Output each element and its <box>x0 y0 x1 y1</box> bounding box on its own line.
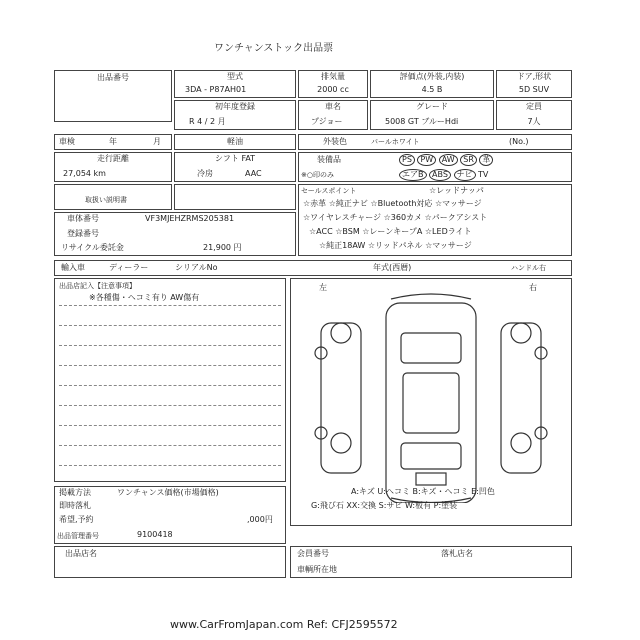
registration-label: 登録番号 <box>67 229 99 238</box>
page-title: ワンチャンストック出品票 <box>214 43 334 54</box>
grade-score-label: 評価点(外装,内装) <box>399 72 465 81</box>
legend-line-1: A:キズ U:ヘコミ B:キズ・ヘコミ E:凹色 <box>351 487 495 496</box>
shift-label: シフト FAT <box>214 154 256 163</box>
right-side-label: 右 <box>529 283 537 292</box>
equip-ps: PS <box>399 154 415 166</box>
kibou-label: 希望,予約 <box>59 515 94 524</box>
notes-block <box>54 278 286 482</box>
grade-box <box>370 100 494 130</box>
mgmt-label: 出品管理番号 <box>57 532 99 540</box>
shaken-label: 車検 <box>59 137 75 146</box>
aircon-value: AAC <box>245 169 262 178</box>
sales-points-box <box>298 184 572 256</box>
exterior-color-label: 外装色 <box>323 137 347 146</box>
lot-number-box <box>54 70 172 122</box>
car-name-box <box>298 100 368 130</box>
chassis-value: VF3MJEHZRMS205381 <box>145 214 235 223</box>
mileage-value: 27,054 km <box>63 169 106 178</box>
import-row <box>54 260 572 276</box>
displacement-box <box>298 70 368 98</box>
exterior-color-value: パールホワイト <box>371 138 420 146</box>
shift-box <box>174 152 296 182</box>
model-label: 型式 <box>227 72 243 81</box>
displacement-value: 2000 cc <box>317 85 349 94</box>
model-value: 3DA - P87AH01 <box>185 85 247 94</box>
shop-label: 出品店名 <box>65 549 97 558</box>
car-diagram-icon <box>291 293 571 503</box>
sales-point-3: ☆ワイヤレスチャージ ☆360カメ ☆パークアシスト <box>303 213 488 222</box>
equip-leather: 革 <box>479 154 493 166</box>
sales-point-1: ☆レッドナッパ <box>429 186 484 195</box>
buyer-label: 落札店名 <box>441 549 473 558</box>
displacement-label: 排気量 <box>321 72 345 81</box>
sales-point-label: セールスポイント <box>301 187 357 195</box>
exterior-color-box <box>298 134 572 150</box>
member-label: 会員番号 <box>297 549 329 558</box>
blank-box <box>174 184 296 210</box>
capacity-value: 7人 <box>527 117 541 126</box>
grade-score-box <box>370 70 494 98</box>
model-box <box>174 70 296 98</box>
chassis-label: 車体番号 <box>67 214 99 223</box>
watermark: www.CarFromJapan.com Ref: CFJ2595572 <box>170 618 398 631</box>
first-reg-value: R 4 / 2 月 <box>189 117 226 126</box>
lot-number-label: 出品番号 <box>97 73 129 82</box>
equip-navi: ナビ <box>454 169 476 181</box>
shaken-year: 年 <box>109 137 117 146</box>
equip-sr: SR <box>460 154 477 166</box>
recycle-label: リサイクル委託金 <box>61 243 124 252</box>
handle-label: ハンドル右 <box>511 264 546 272</box>
left-side-label: 左 <box>319 283 327 292</box>
serial-label: シリアルNo <box>175 263 218 272</box>
manual-label: 取扱い説明書 <box>85 196 127 204</box>
price-value: ,000円 <box>247 515 273 524</box>
notes-line-1: ※各種傷・ヘコミ有り AW傷有 <box>89 293 200 302</box>
grade-label: グレード <box>416 102 448 111</box>
equipment-label: 装備品 <box>317 155 341 164</box>
first-reg-label: 初年度登録 <box>215 102 255 111</box>
shaken-month: 月 <box>153 137 161 146</box>
member-block <box>290 546 572 578</box>
equip-aw: AW <box>439 154 458 166</box>
door-shape-box <box>496 70 572 98</box>
capacity-box <box>496 100 572 130</box>
manual-box <box>54 184 172 210</box>
fuel-box <box>174 134 296 150</box>
car-name-label: 車名 <box>325 102 341 111</box>
shop-block <box>54 546 286 578</box>
chassis-block <box>54 212 296 256</box>
sale-method-block <box>54 486 286 544</box>
first-reg-box <box>174 100 296 130</box>
equip-abs: ABS <box>429 169 451 181</box>
sale-method-label: 掲載方法 <box>59 488 91 497</box>
sales-point-2: ☆赤革 ☆純正ナビ ☆Bluetooth対応 ☆マッサージ <box>303 199 482 208</box>
color-no: (No.) <box>509 137 529 146</box>
door-shape-label: ドア,形状 <box>516 72 552 81</box>
equip-tv: TV <box>478 170 489 179</box>
door-shape-value: 5D SUV <box>518 85 550 94</box>
mileage-box <box>54 152 172 182</box>
capacity-label: 定員 <box>526 102 542 111</box>
equipment-box <box>298 152 572 182</box>
equipment-row2 <box>399 169 488 181</box>
sales-point-4: ☆ACC ☆BSM ☆レーンキープA ☆LEDライト <box>309 227 472 236</box>
import-label: 輸入車 <box>61 263 85 272</box>
aircon-label: 冷房 <box>197 169 213 178</box>
sales-point-5: ☆純正18AW ☆リッドパネル ☆マッサージ <box>319 241 472 250</box>
dealer-label: ディーラー <box>109 263 149 272</box>
location-label: 車輌所在地 <box>297 565 337 574</box>
mileage-label: 走行距離 <box>97 154 129 163</box>
legend-line-2: G:飛び石 XX:交換 S:サビ W:板有 P:塗装 <box>311 501 458 510</box>
grade-value: 5008 GT ブルーHdi <box>385 117 459 126</box>
car-diagram-block <box>290 278 572 526</box>
model-year-label: 年式(西暦) <box>373 263 412 272</box>
equip-pw: PW <box>417 154 436 166</box>
equip-airbag: エアB <box>399 169 427 181</box>
shaken-box <box>54 134 172 150</box>
sokketsu-label: 即時落札 <box>59 501 91 510</box>
fuel-value: 軽油 <box>227 137 243 146</box>
mgmt-value: 9100418 <box>137 530 173 539</box>
recycle-value: 21,900 円 <box>203 243 242 252</box>
car-name-value: プジョー <box>311 117 343 126</box>
grade-score-value: 4.5 B <box>421 85 443 94</box>
sale-method-value: ワンチャンス価格(市場価格) <box>117 488 219 497</box>
equipment-row1 <box>399 154 493 166</box>
equipment-note: ※○印のみ <box>301 171 334 179</box>
notes-label: 出品店記入【注意事項】 <box>59 282 136 290</box>
